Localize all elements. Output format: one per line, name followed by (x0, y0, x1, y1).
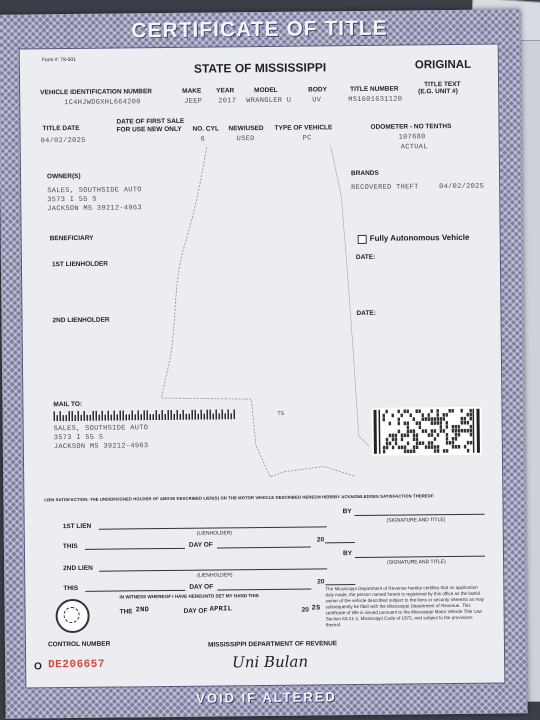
brand-date: 04/02/2025 (439, 182, 485, 192)
lien-1-label: 1ST LIEN (62, 522, 92, 531)
witness-month: APRIL (209, 605, 233, 614)
form-number: Form #: 78-001 (41, 56, 77, 64)
mail-line-3: JACKSON MS 39212-4963 (53, 442, 149, 452)
lienholder-2-label: 2ND LIENHOLDER (52, 316, 110, 325)
satisfaction-text: LIEN SATISFACTION: THE UNDERSIGNED HOLDER OF ABOVE DESCRIBED LIEN(S) ON THE MOTOR VEHICLE DESCRIBED HEREON HEREBY ACKNOWLEDGES SATISFACTION THEREOF. (44, 493, 435, 503)
mail-to-label: MAIL TO: (53, 400, 83, 409)
new-used-label: NEW/USED (228, 124, 264, 133)
autonomous-label: Fully Autonomous Vehicle (369, 232, 470, 243)
pdf417-barcode (371, 407, 481, 456)
cylinders-label: NO. CYL (192, 125, 219, 133)
vin-label: VEHICLE IDENTIFICATION NUMBER (40, 88, 153, 97)
lienholder-1-date-label: DATE: (355, 253, 376, 262)
lien-1-lienholder-caption: (LIENHOLDER) (196, 530, 233, 537)
make-value: JEEP (184, 97, 203, 106)
owner-label: OWNER(S) (46, 172, 81, 181)
autonomous-checkbox[interactable] (358, 235, 367, 244)
year-value: 2017 (218, 97, 237, 106)
lienholder-1-label: 1ST LIENHOLDER (51, 260, 108, 269)
certificate-body (19, 44, 506, 689)
lien-2-year-prefix: 20 (317, 578, 325, 586)
witness-day-of: DAY OF (183, 607, 208, 615)
body-label: BODY (308, 86, 327, 94)
title-number-value: MS1601631120 (348, 95, 403, 105)
body-value: UV (312, 96, 322, 105)
lien-2-by: BY (342, 550, 353, 558)
title-date-label: TITLE DATE (42, 124, 80, 133)
title-text-sub: (E.G. UNIT #) (418, 87, 458, 96)
mail-barcode-suffix: TS (277, 410, 284, 417)
beneficiary-label: BENEFICIARY (49, 234, 94, 243)
certificate-banner: CERTIFICATE OF TITLE (131, 16, 388, 43)
title-date-value: 04/02/2025 (40, 136, 86, 146)
vehicle-type-label: TYPE OF VEHICLE (274, 124, 333, 132)
make-label: MAKE (182, 87, 202, 95)
lien-2-this: THIS (63, 584, 79, 593)
department-name: MISSISSIPPI DEPARTMENT OF REVENUE (207, 640, 338, 649)
odometer-value: 107680 (398, 133, 426, 142)
lien-1-day-of: DAY OF (188, 541, 213, 549)
legal-notice: The Mississippi Department of Revenue hereby certifies that on application duly made, the person named herein is registered by this office as the lawful owner of the vehicle described subject to the liens or security interests as may subsequently be filed with the Mississippi Department of Revenue. This certificate of title is issued pursuant to the Mississippi Motor Vehicle Title Law Section 63-21-1, Mississippi Code of 1972, and subject to the provisions thereof. (325, 584, 485, 628)
first-sale-label: DATE OF FIRST SALE (116, 117, 185, 126)
odometer-status: ACTUAL (400, 143, 428, 152)
copy-type: ORIGINAL (414, 58, 472, 72)
lien-2-lienholder-caption: (LIENHOLDER) (197, 572, 233, 579)
witness-the: THE (119, 608, 133, 616)
lien-1-by: BY (342, 508, 352, 516)
lien-2-day-of: DAY OF (189, 583, 214, 591)
title-text-label: TITLE TEXT (424, 80, 461, 89)
director-signature: Uni Bulan (232, 652, 309, 672)
owner-line-1: SALES, SOUTHSIDE AUTO (47, 186, 142, 196)
model-label: MODEL (254, 86, 278, 95)
lien-1-signature-caption: (SIGNATURE AND TITLE) (386, 517, 446, 524)
vin-value: 1C4HJWDGXHL664200 (64, 98, 141, 108)
brand-value: RECOVERED THEFT (351, 183, 419, 193)
lienholder-2-date-label: DATE: (356, 309, 376, 318)
new-used-value: USED (236, 135, 255, 144)
lien-1-this: THIS (62, 542, 78, 551)
owner-line-2: 3573 I 55 S (47, 195, 97, 205)
control-number: DE206657 (48, 658, 106, 672)
first-sale-sub: FOR USE NEW ONLY (116, 125, 182, 134)
title-number-label: TITLE NUMBER (350, 85, 399, 94)
lien-1-year-prefix: 20 (316, 536, 325, 544)
void-if-altered: VOID IF ALTERED (196, 689, 337, 706)
witness-year-suffix: 25 (311, 604, 321, 613)
mail-line-2: 3573 I 55 S (53, 433, 104, 443)
title-certificate (0, 9, 528, 718)
lien-2-signature-caption: (SIGNATURE AND TITLE) (387, 559, 446, 566)
witness-year-prefix: 20 (301, 606, 309, 614)
state-seal (55, 599, 89, 633)
model-value: WRANGLER U (246, 96, 292, 106)
lien-2-label: 2ND LIEN (63, 564, 93, 573)
witness-day: 2ND (135, 606, 150, 615)
mail-line-1: SALES, SOUTHSIDE AUTO (53, 424, 149, 434)
control-number-label: CONTROL NUMBER (47, 640, 111, 649)
brands-label: BRANDS (350, 169, 379, 178)
witness-text: IN WITNESS WHEREOF I HAVE HEREUNTO SET MY HAND THIS (119, 593, 259, 600)
cylinders-value: 6 (200, 135, 206, 144)
owner-line-3: JACKSON MS 39212-4963 (47, 204, 142, 214)
control-prefix: O (34, 661, 42, 673)
mail-barcode (53, 409, 239, 421)
year-label: YEAR (216, 87, 235, 95)
state-name: STATE OF MISSISSIPPI (193, 60, 327, 76)
odometer-label: ODOMETER - NO TENTHS (370, 123, 452, 131)
vehicle-type-value: PC (302, 134, 312, 143)
